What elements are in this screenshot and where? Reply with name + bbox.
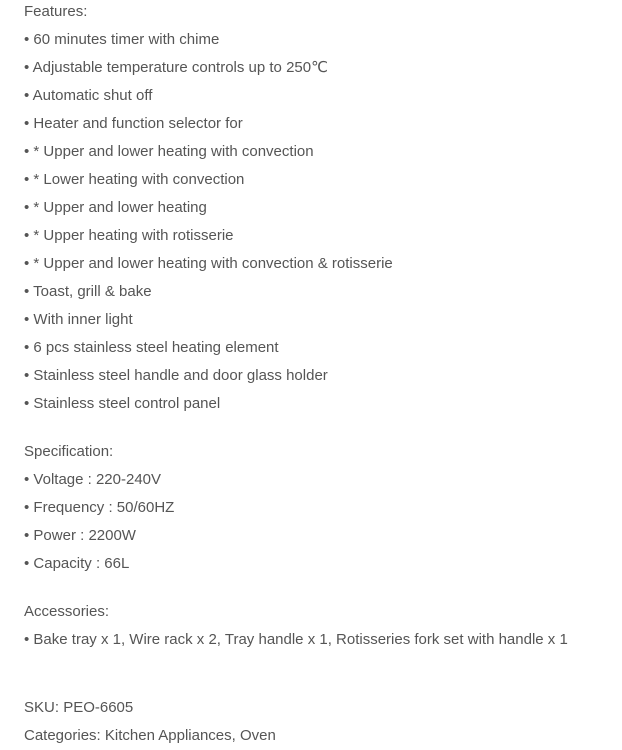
feature-item: • 60 minutes timer with chime [24, 31, 220, 48]
accessories-heading: Accessories: [24, 603, 110, 620]
sku-label: SKU: [24, 699, 60, 716]
sku-value: PEO-6605 [63, 699, 134, 716]
accessories-list [24, 626, 598, 654]
spec-item: • Capacity : 66L [24, 555, 130, 572]
features-heading: Features: [24, 3, 88, 20]
feature-item: • * Lower heating with convection [24, 171, 245, 188]
feature-item: • * Upper and lower heating with convection & rotisserie [24, 255, 393, 272]
spec-item: • Voltage : 220-240V [24, 471, 162, 488]
category-link-oven[interactable]: Oven [240, 727, 276, 744]
feature-item: • With inner light [24, 311, 133, 328]
spec-item: • Power : 2200W [24, 527, 136, 544]
feature-item: • Automatic shut off [24, 87, 153, 104]
section-spacer [24, 578, 598, 598]
categories-line [24, 722, 598, 750]
categories-label: Categories: [24, 727, 101, 744]
specification-heading: Specification: [24, 443, 114, 460]
feature-item: • * Upper and lower heating [24, 199, 207, 216]
category-separator: , [231, 727, 236, 744]
feature-item: • 6 pcs stainless steel heating element [24, 339, 279, 356]
feature-item: • Toast, grill & bake [24, 283, 152, 300]
sku-line [24, 694, 598, 722]
feature-item: • Heater and function selector for [24, 115, 243, 132]
feature-item: • Adjustable temperature controls up to 250℃ [24, 59, 328, 76]
feature-item: • * Upper and lower heating with convection [24, 143, 314, 160]
spec-item: • Frequency : 50/60HZ [24, 499, 175, 516]
category-link-kitchen-appliances[interactable]: Kitchen Appliances [104, 727, 232, 744]
feature-item: • * Upper heating with rotisserie [24, 227, 234, 244]
features-list [24, 26, 598, 418]
feature-item: • Stainless steel control panel [24, 395, 221, 412]
accessory-item: • Bake tray x 1, Wire rack x 2, Tray handle x 1, Rotisseries fork set with handle x 1 [24, 631, 568, 648]
section-spacer [24, 418, 598, 438]
specification-list [24, 466, 598, 578]
feature-item: • Stainless steel handle and door glass holder [24, 367, 328, 384]
section-spacer [24, 654, 598, 694]
